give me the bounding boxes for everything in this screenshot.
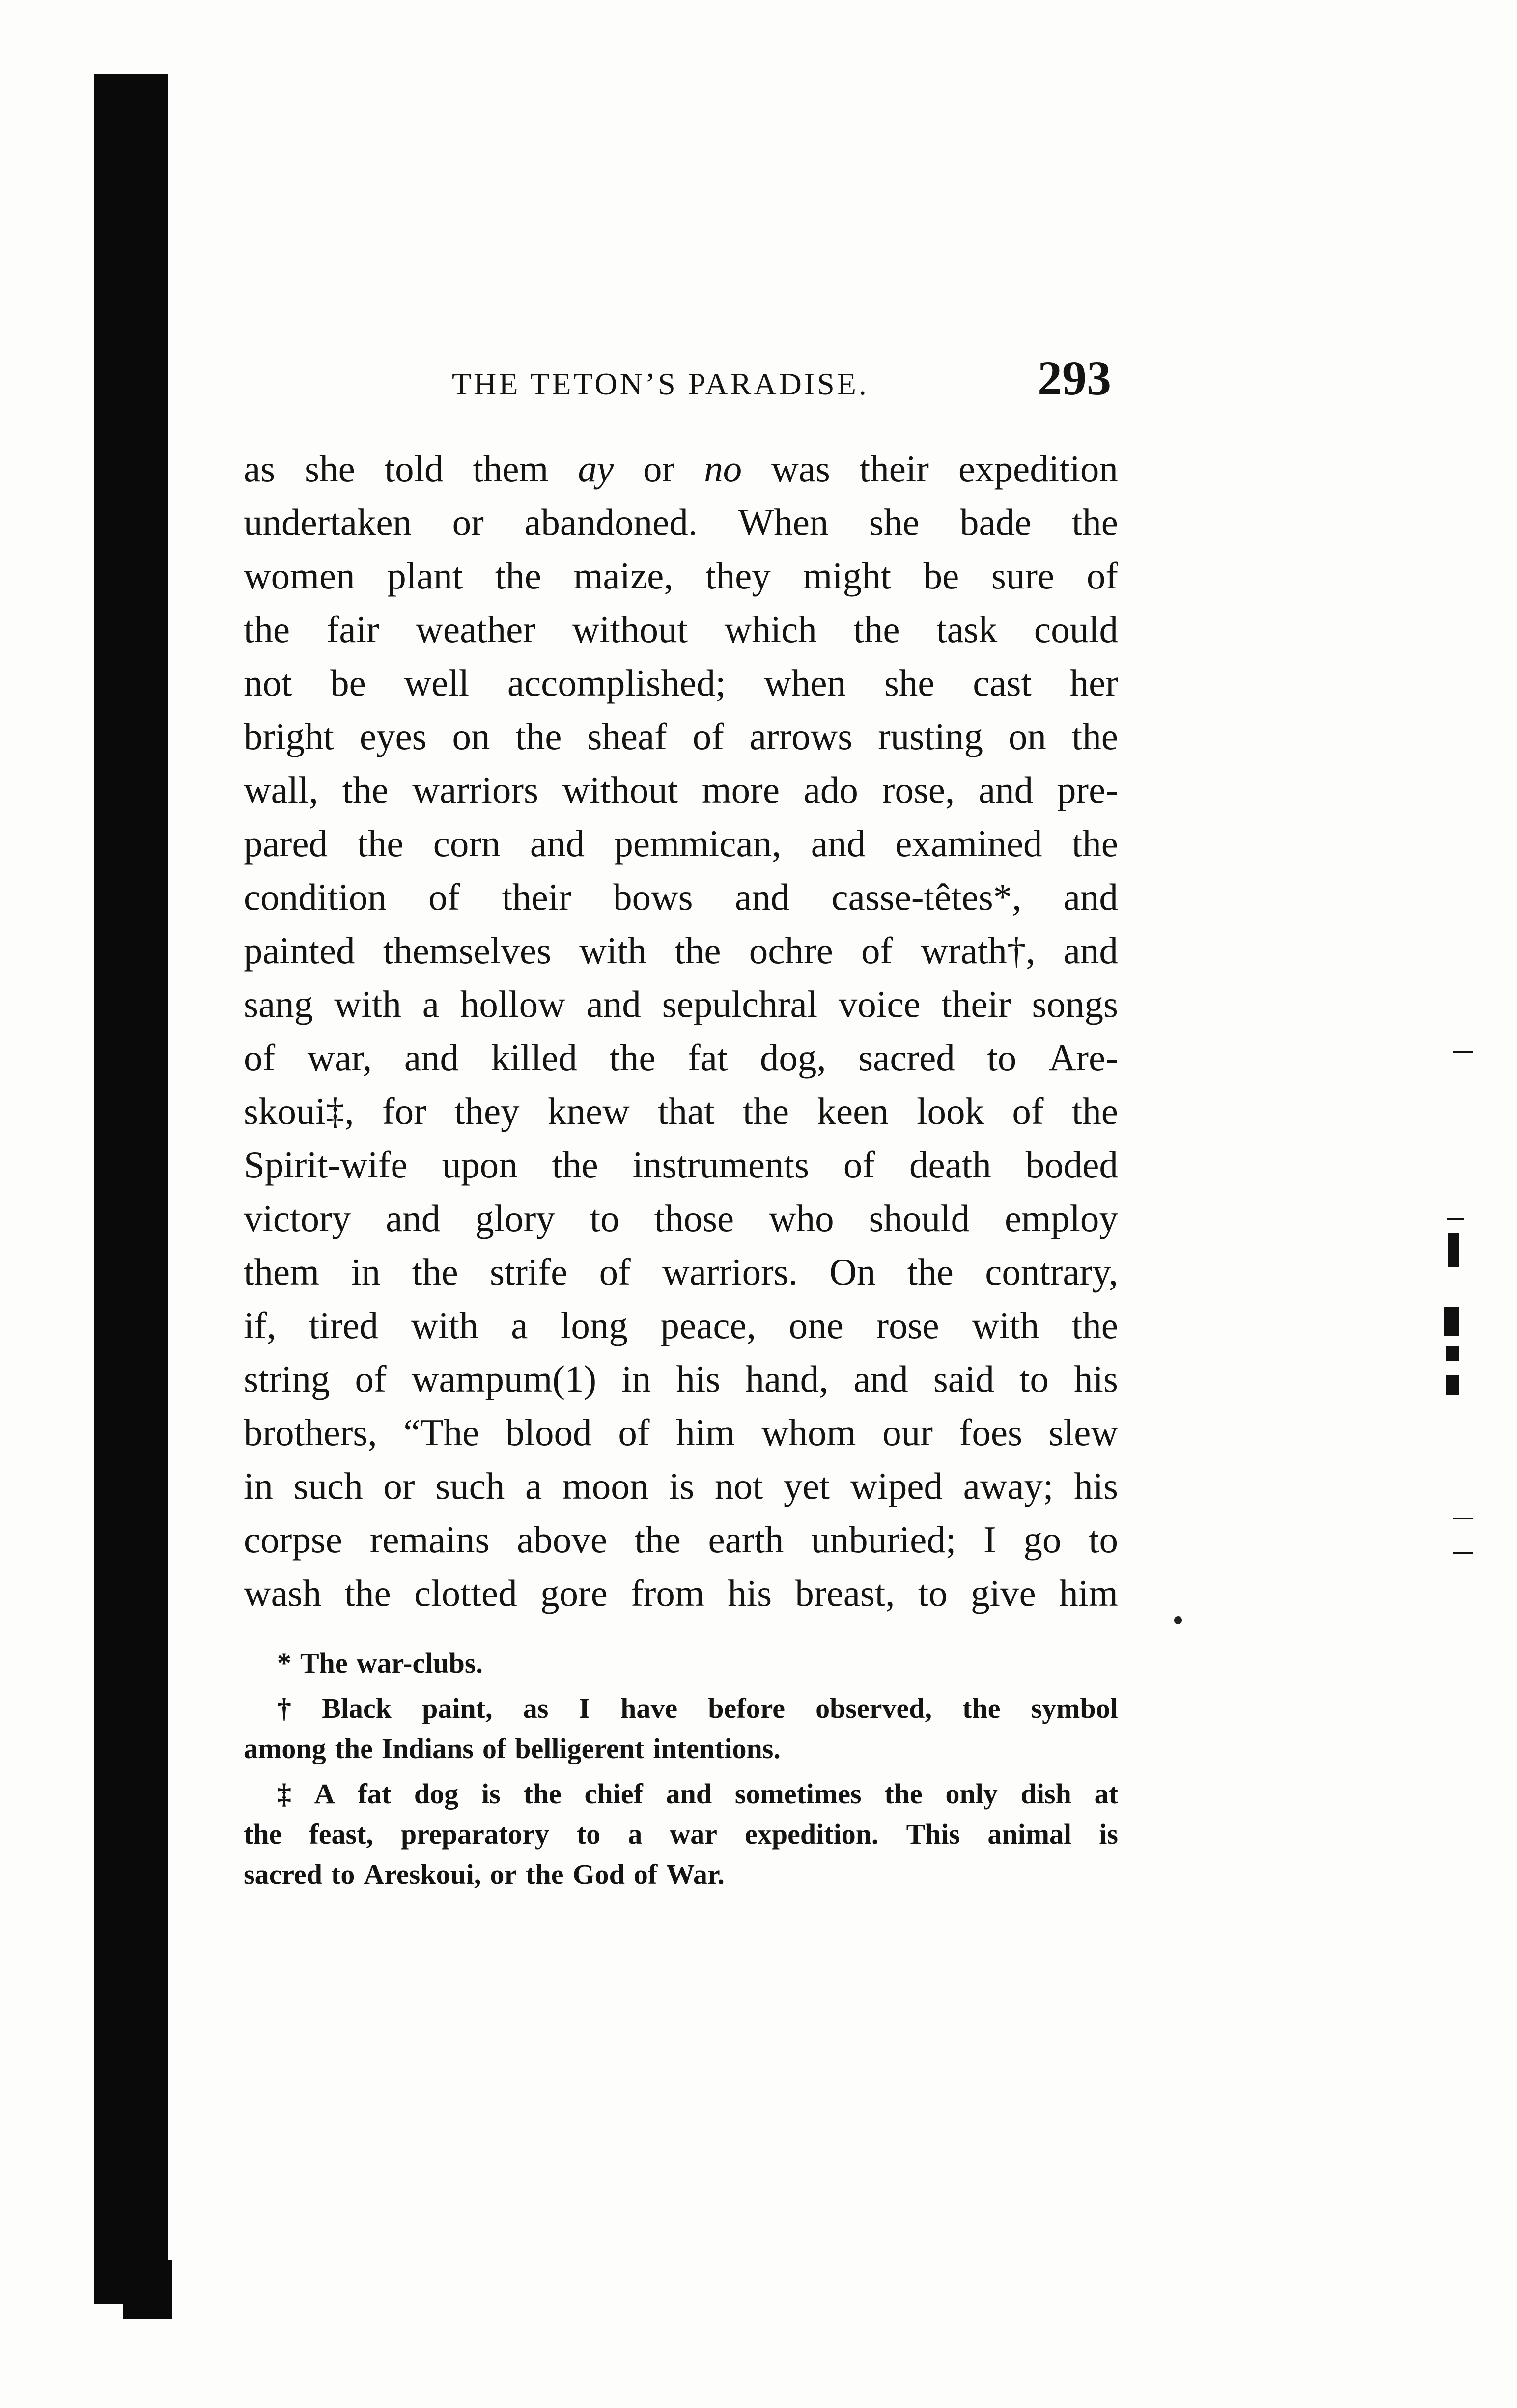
word: be <box>330 662 366 704</box>
word: their <box>859 448 929 490</box>
footnote <box>244 1643 1118 1683</box>
word: warriors <box>412 769 538 811</box>
word: the <box>884 1778 923 1810</box>
word: our <box>882 1411 933 1454</box>
word: the <box>962 1692 1001 1724</box>
word: string <box>244 1358 330 1400</box>
word: Indians <box>381 1733 474 1764</box>
word: without <box>572 608 688 650</box>
word: above <box>517 1518 608 1561</box>
word: pared <box>244 822 328 865</box>
word: well <box>404 662 470 704</box>
word: of <box>599 1251 631 1293</box>
footnote-marker: ‡ <box>277 1778 291 1810</box>
ink-speck <box>1174 1616 1182 1624</box>
word: moon <box>562 1465 649 1507</box>
text-line <box>244 1138 1118 1192</box>
word: wall, <box>244 769 318 811</box>
word: on <box>452 715 490 757</box>
word: they <box>454 1090 520 1132</box>
word: to <box>331 1858 355 1890</box>
word: themselves <box>383 929 552 972</box>
word: Spirit-wife <box>244 1144 408 1186</box>
word: wampum(1) <box>411 1358 597 1400</box>
word: wiped <box>850 1465 943 1507</box>
word: strife <box>490 1251 568 1293</box>
word: go <box>1023 1518 1062 1561</box>
text-line <box>244 1406 1118 1459</box>
word: a <box>422 983 439 1025</box>
word: instruments <box>632 1144 809 1186</box>
text-line <box>244 1031 1118 1085</box>
scan-mark <box>1453 1518 1473 1519</box>
word: dog <box>414 1778 459 1810</box>
scan-mark <box>1453 1051 1473 1053</box>
word: ay <box>578 448 614 490</box>
word: of <box>692 715 724 757</box>
word: which <box>724 608 817 650</box>
word: When <box>738 501 829 543</box>
word: and <box>530 822 585 865</box>
body-text <box>244 442 1118 1620</box>
word: the <box>495 555 541 597</box>
word: the <box>526 1858 564 1890</box>
word: to <box>987 1036 1017 1079</box>
binding-gutter-tail <box>123 2260 172 2319</box>
word: tired <box>309 1304 379 1346</box>
word: remains <box>369 1518 490 1561</box>
word: and <box>1063 876 1118 918</box>
word: Are- <box>1048 1036 1118 1079</box>
word: A <box>314 1778 335 1810</box>
word: the <box>412 1251 458 1293</box>
word: they <box>705 555 771 597</box>
word: she <box>869 501 920 543</box>
word: to <box>576 1818 601 1850</box>
word: is <box>481 1778 501 1810</box>
word: and <box>404 1036 459 1079</box>
word: corn <box>433 822 501 865</box>
word: those <box>654 1197 734 1239</box>
word: plant <box>387 555 463 597</box>
word: animal <box>987 1818 1072 1850</box>
word: his <box>1074 1465 1118 1507</box>
word: ado <box>803 769 858 811</box>
word: wrath†, <box>921 929 1036 972</box>
word: songs <box>1032 983 1118 1025</box>
text-line <box>244 817 1118 870</box>
word: of <box>861 929 893 972</box>
footnote-line <box>244 1688 1118 1729</box>
word: intentions. <box>653 1733 781 1764</box>
word: them <box>244 1251 319 1293</box>
word: the <box>244 1818 282 1850</box>
text-line <box>244 1299 1118 1352</box>
text-line <box>244 870 1118 924</box>
word: with <box>334 983 401 1025</box>
text-line <box>244 1245 1118 1299</box>
word: be <box>923 555 959 597</box>
word: away; <box>963 1465 1054 1507</box>
word: arrows <box>749 715 853 757</box>
text-line <box>244 924 1118 978</box>
word: said <box>933 1358 994 1400</box>
word: sang <box>244 983 313 1025</box>
word: the <box>742 1090 789 1132</box>
word: gore <box>540 1572 608 1614</box>
word: whom <box>761 1411 856 1454</box>
footnote-line <box>244 1854 1118 1895</box>
word: rose <box>876 1304 939 1346</box>
word: fair <box>326 608 379 650</box>
word: of <box>355 1358 387 1400</box>
word: belligerent <box>515 1733 645 1764</box>
word: only <box>945 1778 998 1810</box>
word: one <box>788 1304 843 1346</box>
footnote-marker: † <box>277 1692 291 1724</box>
word: more <box>702 769 780 811</box>
word: skoui‡, <box>244 1090 354 1132</box>
word: from <box>631 1572 704 1614</box>
word: might <box>803 555 892 597</box>
word: rose, <box>882 769 955 811</box>
scan-mark <box>1447 1218 1464 1220</box>
word: I <box>579 1692 590 1724</box>
word: him <box>676 1411 735 1454</box>
word: yet <box>783 1465 830 1507</box>
word: that <box>658 1090 715 1132</box>
word: pre- <box>1057 769 1118 811</box>
word: paint, <box>422 1692 493 1724</box>
word: sure <box>991 555 1055 597</box>
word: knew <box>548 1090 630 1132</box>
word: voice <box>838 983 921 1025</box>
word: fat <box>688 1036 728 1079</box>
word: warriors. <box>662 1251 798 1293</box>
word: the <box>515 715 562 757</box>
word: she <box>884 662 935 704</box>
text-line <box>244 710 1118 763</box>
word: is <box>1099 1818 1118 1850</box>
word: and <box>666 1778 712 1810</box>
word: earth <box>708 1518 784 1561</box>
word: of <box>633 1858 658 1890</box>
word: her <box>1069 662 1118 704</box>
footnote <box>244 1688 1118 1769</box>
word: weather <box>416 608 535 650</box>
word: brothers, <box>244 1411 377 1454</box>
word: victory <box>244 1197 351 1239</box>
word: the <box>1071 715 1118 757</box>
word: should <box>869 1197 970 1239</box>
word: a <box>525 1465 542 1507</box>
word: glory <box>475 1197 555 1239</box>
word: hollow <box>460 983 565 1025</box>
word: God <box>572 1858 625 1890</box>
word: give <box>971 1572 1036 1614</box>
word: the <box>674 929 721 972</box>
word: feast, <box>309 1818 373 1850</box>
word: not <box>714 1465 763 1507</box>
word: rusting <box>878 715 983 757</box>
word: of <box>843 1144 875 1186</box>
word: such <box>293 1465 363 1507</box>
running-head: THE TETON’S PARADISE. <box>452 366 869 401</box>
word: undertaken <box>244 501 412 543</box>
word: the <box>1071 1090 1118 1132</box>
word: bade <box>960 501 1032 543</box>
word: and <box>978 769 1034 811</box>
text-line <box>244 1085 1118 1138</box>
word: without <box>562 769 678 811</box>
text-line <box>244 763 1118 817</box>
word: unburied; <box>811 1518 956 1561</box>
word: such <box>435 1465 505 1507</box>
word: she <box>305 448 355 490</box>
word: expedition <box>958 448 1118 490</box>
text-line <box>244 603 1118 656</box>
word: casse-têtes*, <box>831 876 1022 918</box>
word: War. <box>666 1858 725 1890</box>
word: the <box>344 1572 391 1614</box>
word: This <box>906 1818 960 1850</box>
word: the <box>907 1251 954 1293</box>
word: on <box>1008 715 1046 757</box>
word: and <box>734 876 790 918</box>
binding-gutter <box>94 74 168 2304</box>
text-line <box>244 496 1118 549</box>
word: The <box>300 1647 348 1679</box>
word: cast <box>973 662 1032 704</box>
word: their <box>941 983 1011 1025</box>
word: maize, <box>573 555 674 597</box>
word: with <box>972 1304 1039 1346</box>
word: dish <box>1020 1778 1071 1810</box>
word: On <box>829 1251 876 1293</box>
text-line <box>244 1352 1118 1406</box>
word: and <box>811 822 866 865</box>
word: eyes <box>359 715 427 757</box>
text-line <box>244 1459 1118 1513</box>
word: “The <box>403 1411 479 1454</box>
text-line <box>244 656 1118 710</box>
word: and <box>1063 929 1118 972</box>
word: breast, <box>795 1572 895 1614</box>
word: war-clubs. <box>356 1647 483 1679</box>
word: his <box>1074 1358 1118 1400</box>
word: abandoned. <box>524 501 698 543</box>
word: sacred <box>858 1036 955 1079</box>
word: expedition. <box>745 1818 879 1850</box>
scan-mark <box>1446 1346 1459 1361</box>
word: keen <box>817 1090 889 1132</box>
word: examined <box>895 822 1042 865</box>
word: painted <box>244 929 355 972</box>
word: condition <box>244 876 387 918</box>
word: Black <box>322 1692 392 1724</box>
footnote-line <box>244 1774 1118 1814</box>
word: them <box>473 448 549 490</box>
word: to <box>918 1572 948 1614</box>
word: their <box>502 876 571 918</box>
word: contrary, <box>985 1251 1118 1293</box>
word: of <box>244 1036 276 1079</box>
word: to <box>590 1197 619 1239</box>
word: among <box>244 1733 326 1764</box>
word: hand, <box>745 1358 829 1400</box>
word: dog, <box>759 1036 826 1079</box>
page-number: 293 <box>1038 351 1111 405</box>
word: blood <box>506 1411 592 1454</box>
word: war, <box>307 1036 372 1079</box>
word: symbol <box>1031 1692 1118 1724</box>
word: the <box>552 1144 598 1186</box>
word: foes <box>959 1411 1022 1454</box>
footnote-line <box>244 1814 1118 1854</box>
word: look <box>917 1090 984 1132</box>
word: corpse <box>244 1518 342 1561</box>
word: could <box>1034 608 1118 650</box>
word: to <box>1019 1358 1049 1400</box>
word: accomplished; <box>507 662 726 704</box>
scan-mark <box>1453 1552 1473 1554</box>
text-line <box>244 442 1118 496</box>
word: in <box>351 1251 381 1293</box>
word: pemmican, <box>614 822 782 865</box>
word: the <box>335 1733 373 1764</box>
word: killed <box>491 1036 577 1079</box>
footnotes <box>244 1643 1118 1900</box>
word: and <box>853 1358 908 1400</box>
word: a <box>628 1818 643 1850</box>
word: and <box>386 1197 441 1239</box>
word: as <box>523 1692 549 1724</box>
word: fat <box>358 1778 392 1810</box>
word: of <box>482 1733 506 1764</box>
word: sheaf <box>587 715 667 757</box>
word: is <box>669 1465 695 1507</box>
word: in <box>244 1465 273 1507</box>
word: with <box>411 1304 478 1346</box>
word: the <box>1071 1304 1118 1346</box>
word: employ <box>1004 1197 1118 1239</box>
word: wash <box>244 1572 322 1614</box>
word: of <box>1086 555 1118 597</box>
word: I <box>983 1518 996 1561</box>
word: sepulchral <box>662 983 818 1025</box>
word: women <box>244 555 355 597</box>
word: ochre <box>749 929 833 972</box>
word: a <box>511 1304 528 1346</box>
word: sometimes <box>734 1778 862 1810</box>
word: or <box>383 1465 415 1507</box>
word: him <box>1059 1572 1118 1614</box>
word: of <box>618 1411 650 1454</box>
word: boded <box>1025 1144 1118 1186</box>
word: or <box>452 501 484 543</box>
word: the <box>634 1518 681 1561</box>
word: the <box>1071 501 1118 543</box>
text-line <box>244 1192 1118 1245</box>
footnote <box>244 1774 1118 1895</box>
word: Areskoui, <box>364 1858 481 1890</box>
word: bright <box>244 715 334 757</box>
word: not <box>244 662 292 704</box>
footnote-line <box>244 1729 1118 1769</box>
word: the <box>357 822 404 865</box>
word: clotted <box>414 1572 517 1614</box>
word: with <box>579 929 647 972</box>
word: was <box>771 448 830 490</box>
word: of <box>1012 1090 1044 1132</box>
word: the <box>523 1778 562 1810</box>
scan-mark <box>1446 1375 1459 1395</box>
text-line <box>244 549 1118 603</box>
word: long <box>561 1304 628 1346</box>
footnote-marker: * <box>277 1647 291 1679</box>
word: at <box>1094 1778 1118 1810</box>
word: the <box>1071 822 1118 865</box>
word: war <box>670 1818 718 1850</box>
word: the <box>853 608 900 650</box>
word: observed, <box>815 1692 932 1724</box>
word: peace, <box>660 1304 756 1346</box>
word: his <box>676 1358 721 1400</box>
text-line <box>244 1567 1118 1620</box>
text-line <box>244 1513 1118 1567</box>
word: of <box>428 876 460 918</box>
word: who <box>769 1197 834 1239</box>
footnote-line <box>244 1643 1118 1683</box>
scan-mark <box>1444 1307 1459 1336</box>
word: no <box>704 448 742 490</box>
word: upon <box>442 1144 518 1186</box>
scan-mark <box>1448 1233 1459 1267</box>
word: sacred <box>244 1858 323 1890</box>
word: chief <box>584 1778 643 1810</box>
word: the <box>609 1036 656 1079</box>
word: when <box>764 662 846 704</box>
word: if, <box>244 1304 277 1346</box>
word: for <box>382 1090 426 1132</box>
word: task <box>936 608 998 650</box>
word: told <box>384 448 444 490</box>
word: slew <box>1048 1411 1118 1454</box>
word: have <box>620 1692 678 1724</box>
word: or <box>643 448 675 490</box>
word: before <box>708 1692 786 1724</box>
word: the <box>342 769 389 811</box>
word: death <box>909 1144 991 1186</box>
word: to <box>1089 1518 1118 1561</box>
word: preparatory <box>401 1818 549 1850</box>
word: or <box>490 1858 517 1890</box>
word: the <box>244 608 290 650</box>
word: in <box>621 1358 651 1400</box>
text-line <box>244 978 1118 1031</box>
word: and <box>586 983 641 1025</box>
word: his <box>728 1572 772 1614</box>
word: as <box>244 448 276 490</box>
word: bows <box>613 876 693 918</box>
